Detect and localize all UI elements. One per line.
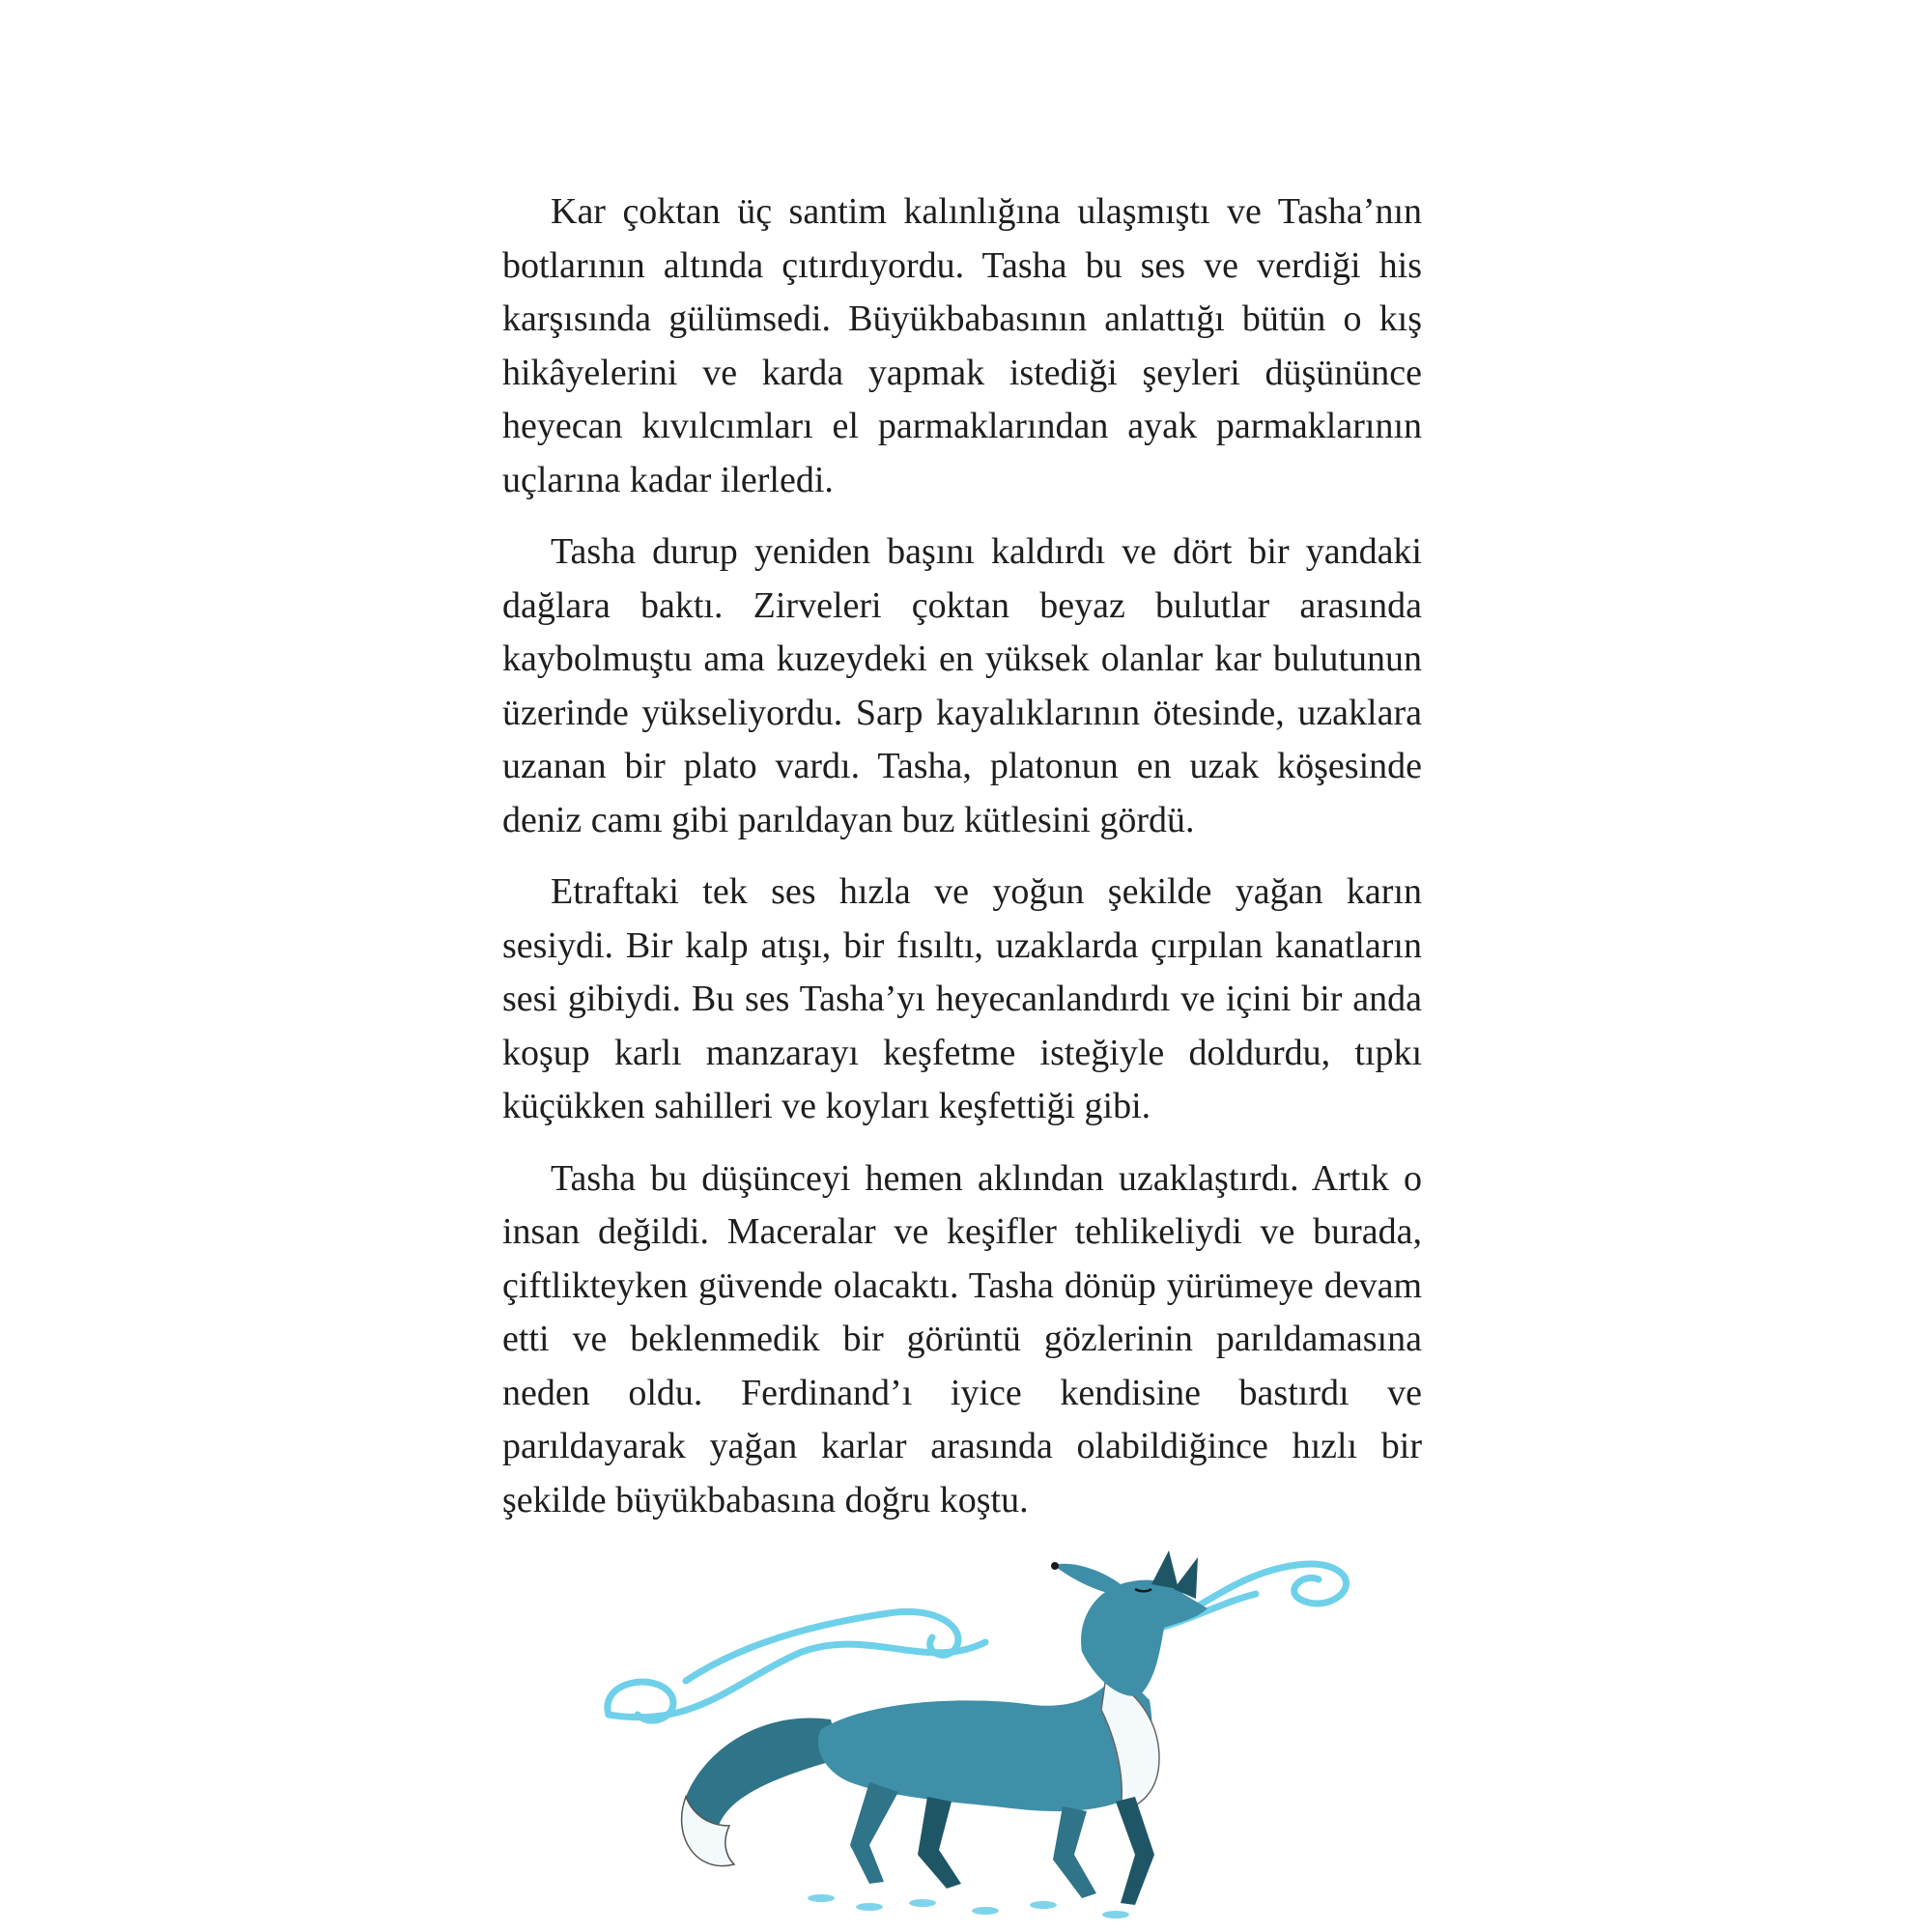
paragraph: Kar çoktan üç santim kalınlığına ulaşmıştı ve Tasha’nın botlarının altında çıtırdıyordu. Tasha bu ses ve verdiği his karşısında gülümsedi. Büyükbabasının anlattığı bütün o kış hikâyelerini ve karda yapmak istediği şeyleri düşününce heyecan kıvılcımları el parmaklarından ayak parmaklarının uçlarına kadar ilerledi. bbox=[502, 191, 1422, 500]
fox-icon bbox=[580, 1536, 1372, 1922]
fox-drawing bbox=[682, 1550, 1208, 1905]
footprints bbox=[808, 1894, 1129, 1918]
wind-swirl-icon bbox=[608, 1564, 1347, 1720]
paragraph: Etraftaki tek ses hızla ve yoğun şekilde yağan karın sesiydi. Bir kalp atışı, bir fısıltı, uzaklarda çırpılan kanatların sesi gibiydi. Bu ses Tasha’yı heyecanlandırdı ve içini bir anda koşup karlı manzarayı keşfetme isteğiyle doldurdu, tıpkı küçükken sahilleri ve koyları keşfettiği gibi. bbox=[502, 871, 1422, 1126]
body-text bbox=[502, 185, 1422, 1546]
paragraph: Tasha durup yeniden başını kaldırdı ve dört bir yandaki dağlara baktı. Zirveleri çoktan beyaz bulutlar arasında kaybolmuştu ama kuzeydeki en yüksek olanlar kar bulutunun üzerinde yükseliyordu. Sarp kayalıklarının ötesinde, uzaklara uzanan bir plato vardı. Tasha, platonun en uzak köşesinde deniz camı gibi parıldayan buz kütlesini gördü. bbox=[502, 531, 1422, 840]
paragraph: Tasha bu düşünceyi hemen aklından uzaklaştırdı. Artık o insan değildi. Maceralar ve keşifler tehlikeliydi ve burada, çiftlikteyken güvende olacaktı. Tasha dönüp yürümeye devam etti ve beklenmedik bir görüntü gözlerinin parıldamasına neden oldu. Ferdinand’ı iyice kendisine bastırdı ve parıldayarak yağan karlar arasında olabildiğince hızlı bir şekilde büyükbabasına doğru koştu. bbox=[502, 1157, 1422, 1520]
